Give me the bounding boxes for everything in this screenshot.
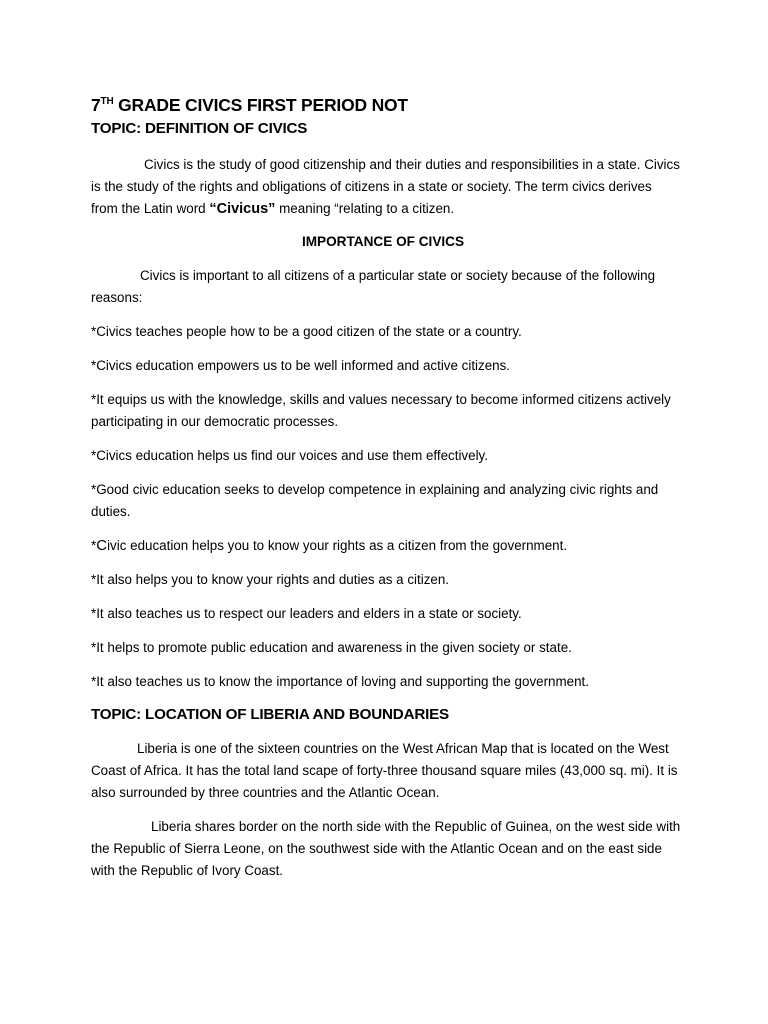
document-page [91,92,681,882]
importance-heading: IMPORTANCE OF CIVICS [301,234,465,249]
bullet-star: * [91,538,97,553]
list-item: *It equips us with the knowledge, skills and values necessary to become informed citizens actively participating in our democratic processes. [91,392,671,429]
title-grade-suffix: TH [100,96,114,107]
bullet-capital-c: C [96,537,108,554]
list-item: *It also teaches us to respect our leaders and elders in a state or society. [91,606,522,621]
list-item: *Civics education empowers us to be well informed and active citizens. [91,358,511,373]
topic-location-heading: TOPIC: LOCATION OF LIBERIA AND BOUNDARIES [91,706,449,723]
list-item: *Good civic education seeks to develop competence in explaining and analyzing civic rights and duties. [91,482,659,519]
latin-word: “Civicus” [209,201,276,217]
location-paragraph-2: Liberia shares border on the north side with the Republic of Guinea, on the west side with the Republic of Sierra Leone, on the southwest side with the Atlantic Ocean and on the east side with the Republic of Ivory Coast. [91,819,681,878]
definition-text: Civics is the study of good citizenship and their duties and responsibilities in a state. Civics is the study of the rights and obligations of citizens in a state or society. The term civics derives from the Latin word [91,157,680,216]
document-title [91,92,681,118]
title-text: GRADE CIVICS FIRST PERIOD NOT [113,95,408,115]
topic-definition-heading: TOPIC: DEFINITION OF CIVICS [91,120,308,137]
list-item: *It helps to promote public education and awareness in the given society or state. [91,640,572,655]
list-item: *Civics teaches people how to be a good citizen of the state or a country. [91,324,522,339]
list-item: *It also helps you to know your rights and duties as a citizen. [91,572,450,587]
list-item: *Civics education helps us find our voices and use them effectively. [91,448,488,463]
title-grade-number: 7 [91,95,101,115]
definition-paragraph [91,154,681,220]
list-item: *It also teaches us to know the importance of loving and supporting the government. [91,674,589,689]
importance-intro: Civics is important to all citizens of a particular state or society because of the following reasons: [91,268,656,305]
definition-text-end: meaning “relating to a citizen. [275,201,455,216]
list-item [91,535,681,557]
bullet-text: ivic education helps you to know your rights as a citizen from the government. [107,538,568,553]
location-paragraph-1: Liberia is one of the sixteen countries on the West African Map that is located on the West Coast of Africa. It has the total land scape of forty-three thousand square miles (43,000 sq. mi). It is also surrounded by three countries and the Atlantic Ocean. [91,741,678,800]
